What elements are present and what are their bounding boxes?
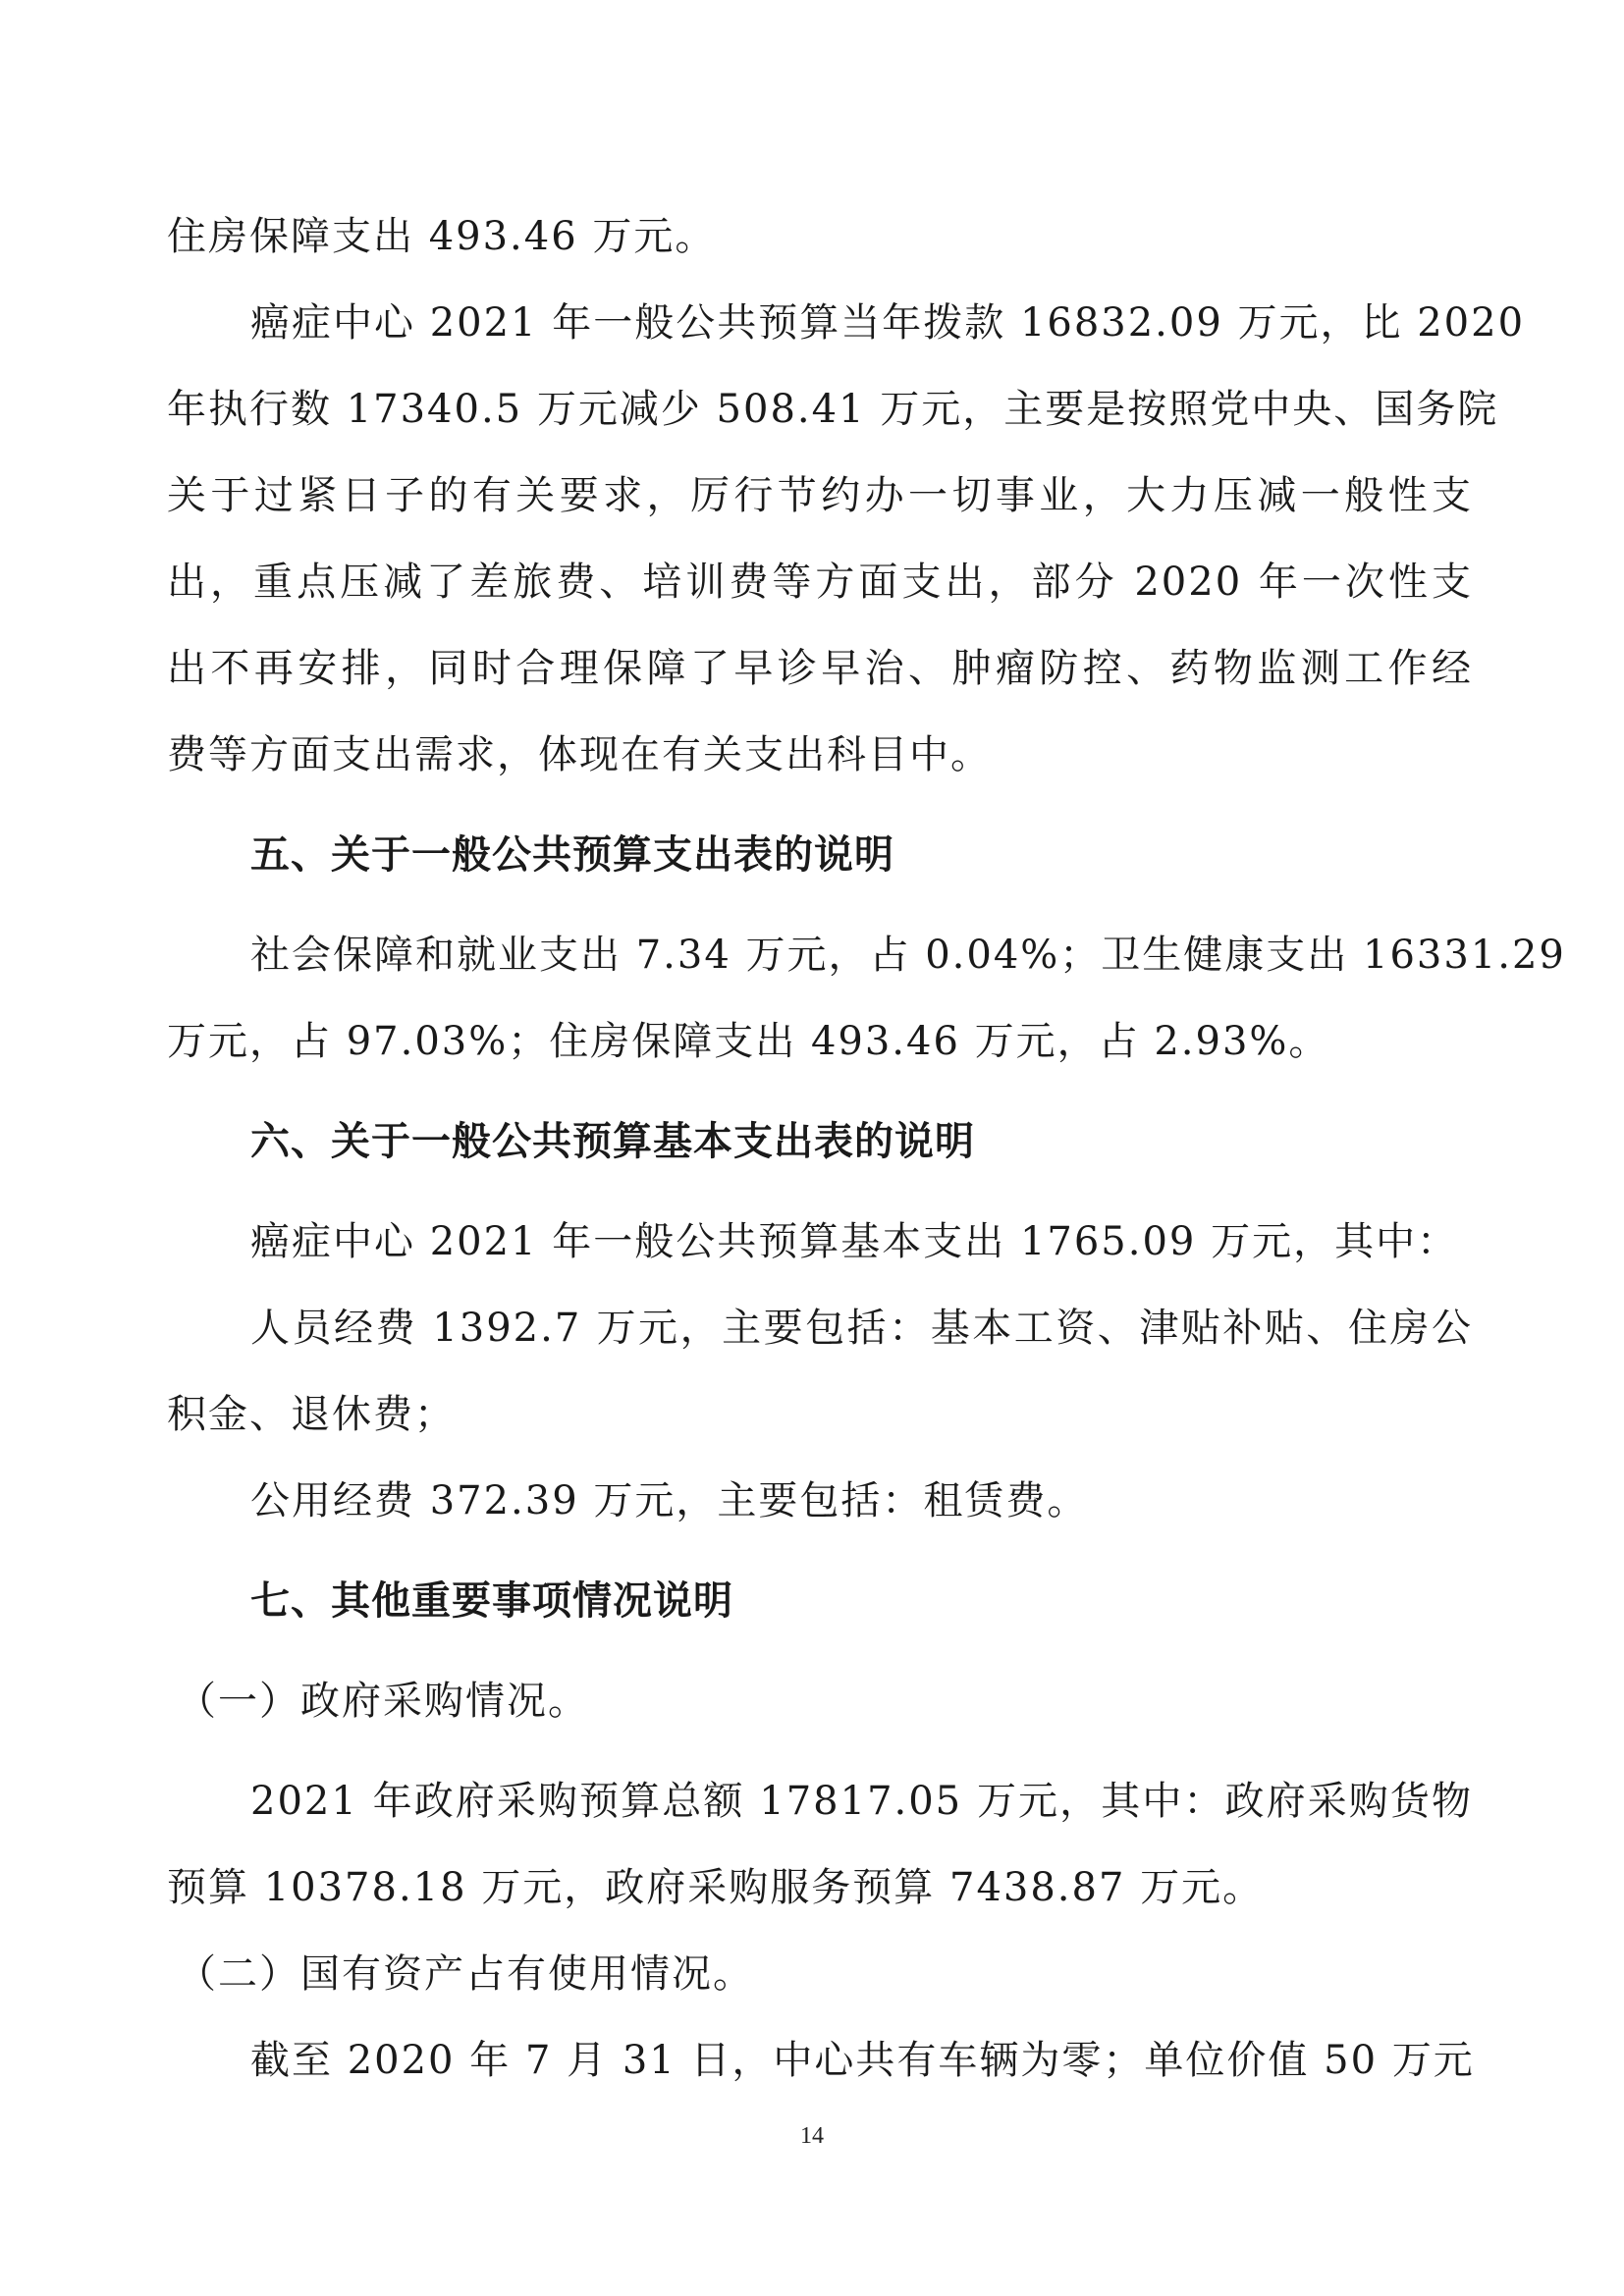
paragraph-line: 截至 2020 年 7 月 31 日，中心共有车辆为零；单位价值 50 万元 — [250, 2038, 1475, 2083]
section-heading: 五、关于一般公共预算支出表的说明 — [250, 832, 894, 878]
page-number: 14 — [800, 2123, 824, 2149]
paragraph-line: 住房保障支出 493.46 万元。 — [167, 214, 717, 259]
paragraph-line: 万元，占 97.03%；住房保障支出 493.46 万元，占 2.93%。 — [167, 1019, 1330, 1064]
paragraph-line: 公用经费 372.39 万元，主要包括：租赁费。 — [250, 1478, 1089, 1523]
section-heading: 六、关于一般公共预算基本支出表的说明 — [250, 1119, 975, 1164]
paragraph-line: 2021 年政府采购预算总额 17817.05 万元，其中：政府采购货物 — [250, 1779, 1473, 1824]
paragraph-line: 积金、退休费； — [167, 1392, 456, 1437]
subsection-heading: （一）政府采购情况。 — [177, 1679, 589, 1724]
paragraph-line: 出不再安排，同时合理保障了早诊早治、肿瘤防控、药物监测工作经 — [167, 646, 1473, 691]
subsection-heading: （二）国有资产占有使用情况。 — [177, 1951, 754, 1997]
paragraph-line: 费等方面支出需求，体现在有关支出科目中。 — [167, 732, 992, 777]
paragraph-line: 人员经费 1392.7 万元，主要包括：基本工资、津贴补贴、住房公 — [250, 1306, 1473, 1351]
section-heading: 七、其他重要事项情况说明 — [250, 1578, 733, 1624]
paragraph-line: 年执行数 17340.5 万元减少 508.41 万元，主要是按照党中央、国务院 — [167, 387, 1499, 432]
paragraph-line: 出，重点压减了差旅费、培训费等方面支出，部分 2020 年一次性支 — [167, 560, 1473, 605]
paragraph-line: 癌症中心 2021 年一般公共预算基本支出 1765.09 万元，其中： — [250, 1219, 1459, 1264]
paragraph-line: 社会保障和就业支出 7.34 万元，占 0.04%；卫生健康支出 16331.29 — [250, 933, 1566, 978]
paragraph-line: 癌症中心 2021 年一般公共预算当年拨款 16832.09 万元，比 2020 — [250, 300, 1526, 346]
paragraph-line: 关于过紧日子的有关要求，厉行节约办一切事业，大力压减一般性支 — [167, 473, 1473, 518]
paragraph-line: 预算 10378.18 万元，政府采购服务预算 7438.87 万元。 — [167, 1865, 1265, 1910]
